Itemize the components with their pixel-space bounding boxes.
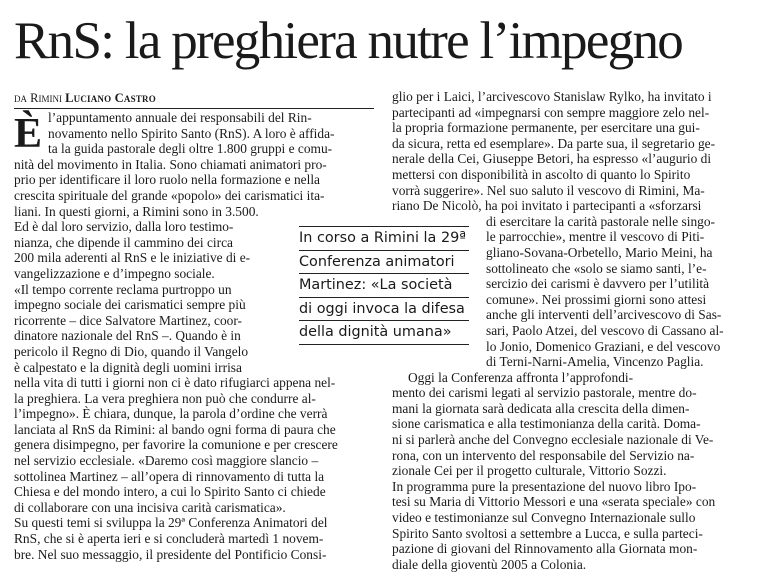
body-text-line: tesi su Maria di Vittorio Messori e una «serata speciale» con — [392, 494, 716, 510]
body-text-line: riano De Nicolò, ha poi invitato i partecipanti a «sforzarsi — [392, 198, 702, 214]
body-text-line: l’impegno». È chiara, dunque, la parola d’ordine che verrà — [14, 406, 328, 422]
body-text-line: Ed è dal loro servizio, dalla loro testimo- — [14, 219, 234, 235]
body-text-line: partecipanti ad «impegnarsi con sempre maggiore zelo nel- — [392, 104, 710, 120]
body-text-line: l’appuntamento annuale dei responsabili del Rin- — [48, 110, 312, 125]
body-text-line: nel servizio ecclesiale. «Daremo così maggiore slancio – — [14, 453, 319, 469]
body-text-line: sione carismatica e alla testimonianza della carità. Doma- — [392, 416, 701, 432]
body-text-line: RnS, che si è aperta ieri e si concluderà martedì 1 novem- — [14, 531, 324, 547]
pull-quote-line: In corso a Rimini la 29ª — [299, 226, 469, 251]
body-text-line: la preghiera. La vera preghiera non può che condurre al- — [14, 390, 316, 406]
body-text-line: nerale della Cei, Giuseppe Betori, ha espresso «l’augurio di — [392, 151, 712, 167]
headline: RnS: la preghiera nutre l’impegno — [14, 12, 683, 70]
body-text-line: pazione di giovani del Rinnovamento alla Giornata mon- — [392, 541, 698, 557]
body-text-line: diale della gioventù 2005 a Colonia. — [392, 556, 587, 572]
pull-quote-line: Conferenza animatori — [299, 251, 469, 275]
pull-quote-line: Martinez: «La società — [299, 274, 469, 298]
body-text-line: mento dei carismi legati al servizio pastorale, mentre do- — [392, 385, 697, 401]
drop-cap: È — [14, 111, 43, 157]
body-text-line: nianza, che dipende il cammino dei circa — [14, 234, 233, 250]
body-text-line: nella vita di tutti i giorni non ci è dato rifugiarci appena nel- — [14, 375, 336, 391]
body-text-line: video e testimonianze sul Convegno Internazionale sullo — [392, 510, 696, 526]
body-text-line: sottolineato che «solo se siamo santi, l’e- — [486, 260, 707, 276]
body-text-line: anche gli interventi dell’arcivescovo di Sas- — [486, 307, 722, 323]
body-text-line: zionale Cei per il progetto culturale, Vittorio Sozzi. — [392, 463, 667, 479]
body-text-line: nità del movimento in Italia. Sono chiamati animatori pro- — [14, 156, 327, 172]
body-text-line: Chiesa e del mondo intero, a cui lo Spirito Santo ci chiede — [14, 484, 326, 500]
body-text-line: la propria formazione permanente, per esercitare una gui- — [392, 120, 700, 136]
body-text-line: lanciata al RnS da Rimini: al bando ogni forma di paura che — [14, 421, 336, 437]
body-text-line: di esercitare la carità pastorale nelle singo- — [486, 213, 716, 229]
body-text-line: le parrocchie», mentre il vescovo di Piti- — [486, 229, 705, 245]
body-text-line: mettersi con disponibilità in ascolto di quanto lo Spirito — [392, 166, 691, 182]
body-text-line: 200 mila aderenti al RnS e le iniziative di e- — [14, 250, 251, 266]
body-text-line: dinatore nazionale del RnS –. Quando è in — [14, 328, 241, 344]
body-text-line: di collaborare con una incisiva carità carismatica». — [14, 499, 286, 515]
body-text-line: ta la guida pastorale degli oltre 1.800 gruppi e comu- — [48, 141, 333, 157]
body-text-line: sari, Paolo Atzei, del vescovo di Cassano al- — [486, 322, 724, 338]
body-text-line: novamento nello Spirito Santo (RnS). A loro è affida- — [48, 125, 335, 141]
body-text-line: ni si parlerà anche del Convegno ecclesiale nazionale di Ve- — [392, 432, 714, 448]
body-text-line: pericolo il Regno di Dio, quando il Vangelo — [14, 343, 249, 359]
body-text-line: di Terni-Narni-Amelia, Vincenzo Paglia. — [486, 354, 704, 370]
byline — [14, 91, 374, 109]
body-text-line: lo Jonio, Domenico Graziani, e del vescovo — [486, 338, 721, 354]
body-text-line: comune». Nei prossimi giorni sono attesi — [486, 291, 707, 307]
pull-quote-line: della dignità umana» — [299, 321, 469, 345]
body-text-line: «Il tempo corrente reclama purtroppo un — [14, 281, 232, 297]
body-text-line: Oggi la Conferenza affronta l’approfondi- — [408, 369, 634, 385]
body-text-line: gliano-Sovana-Orbetello, Mario Meini, ha — [486, 244, 713, 260]
body-text-line: da sicura, retta ed esemplare». Da parte sua, il segretario ge- — [392, 135, 716, 151]
body-text-line: liani. In questi giorni, a Rimini sono in 3.500. — [14, 203, 259, 219]
body-text-line: vangelizzazione e d’impegno sociale. — [14, 265, 215, 281]
pull-quote-line: di oggi invoca la difesa — [299, 298, 469, 322]
body-text-line: genera disimpegno, per favorire la comunione e per crescere — [14, 437, 338, 453]
body-text-line: sottolinea Martinez – all’opera di rinnovamento di tutta la — [14, 468, 325, 484]
body-text-line: ricorrente – dice Salvatore Martinez, coor- — [14, 312, 243, 328]
pull-quote — [299, 226, 469, 345]
body-text-line: crescita spirituale del grande «popolo» dei carismatici ita- — [14, 187, 325, 203]
body-text-line: glio per i Laici, l’arcivescovo Stanislaw Rylko, ha invitato i — [392, 89, 712, 104]
body-text-line: prio per identificare il loro ruolo nella formazione e nella — [14, 172, 320, 188]
body-text-line: Su questi temi si sviluppa la 29ª Conferenza Animatori del — [14, 515, 328, 531]
body-text-line: bre. Nel suo messaggio, il presidente del Pontificio Consi- — [14, 546, 327, 562]
body-text-line: è calpestato e la dignità degli uomini irrisa — [14, 359, 242, 375]
byline-author: Luciano Castro — [65, 91, 156, 105]
body-text-line: rona, con un intervento del responsabile del Servizio na- — [392, 447, 695, 463]
body-text-line: vorrà suggerire». Nel suo saluto il vescovo di Rimini, Ma- — [392, 182, 705, 198]
body-text-line: sercizio dei carismi è davvero per l’utilità — [486, 276, 710, 292]
body-text-line: impegno sociale dei carismatici sempre più — [14, 297, 246, 313]
body-text-line: mani la giornata sarà dedicata alla crescita della dimen- — [392, 400, 690, 416]
body-text-line: Spirito Santo svoltosi a settembre a Lucca, e sulla parteci- — [392, 525, 703, 541]
byline-location: da Rimini — [14, 91, 62, 105]
body-text-line: In programma pure la presentazione del nuovo libro Ipo- — [392, 478, 697, 494]
